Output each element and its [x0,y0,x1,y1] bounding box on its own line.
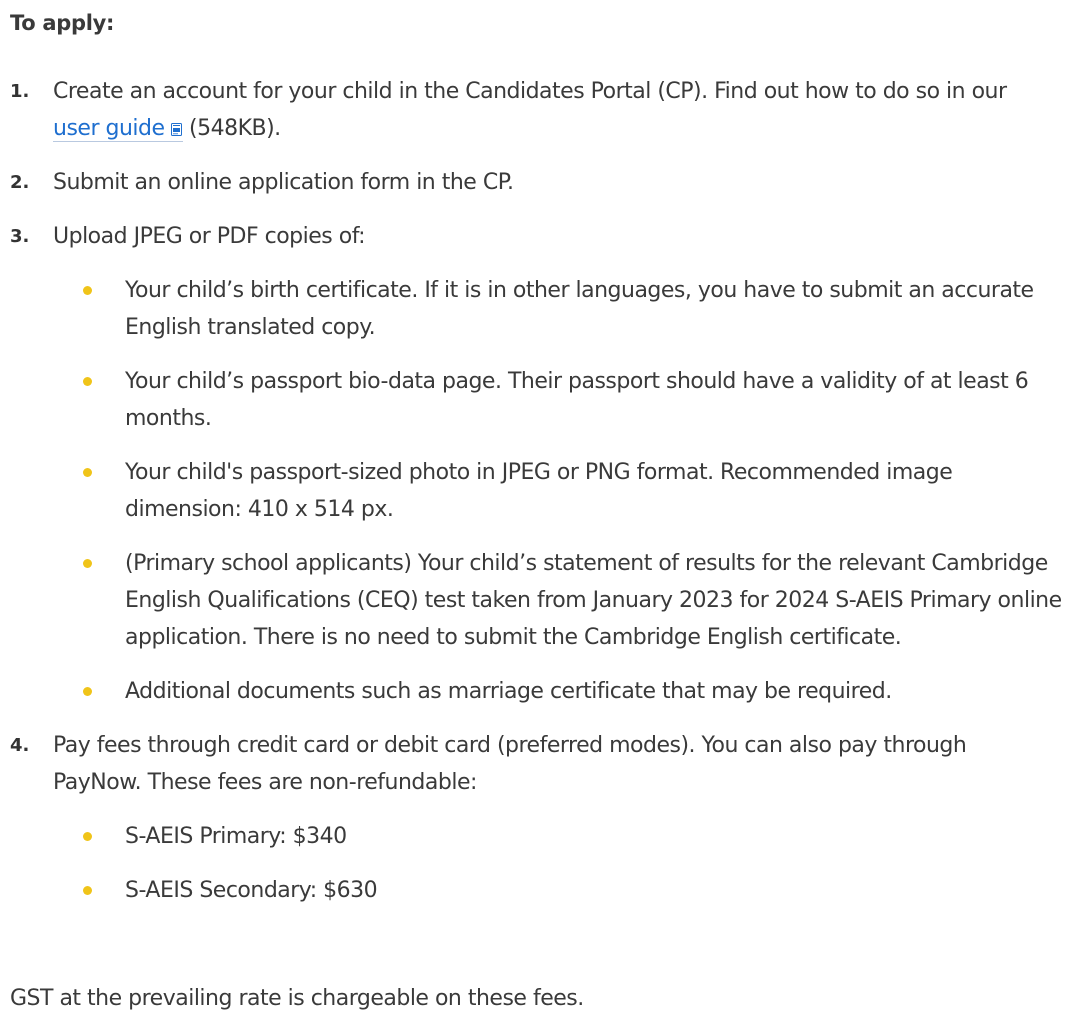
bullet-dot-icon [83,886,92,895]
list-item-text: S-AEIS Primary: $340 [125,824,347,849]
list-item-text: Additional documents such as marriage certificate that may be required. [125,679,892,704]
list-item-text: Your child's passport-sized photo in JPEG or PNG format. Recommended image dimension: 410 x 514 px. [125,460,953,522]
list-item [10,818,1075,855]
list-item [10,363,1055,437]
list-item [10,872,1075,909]
list-item [10,545,1080,656]
bullet-dot-icon [83,687,92,696]
bullet-dot-icon [83,377,92,386]
apply-instructions [10,0,1075,1011]
list-item-text: (Primary school applicants) Your child’s statement of results for the relevant Cambridge English Qualifications (CEQ) test taken from January 2023 for 2024 S-AEIS Primary online application. There is no need to submit the Cambridge English certificate. [125,551,1062,650]
user-guide-link-label: user guide [53,116,165,141]
step-item-3 [10,218,1075,255]
user-guide-link[interactable] [53,116,183,142]
step-item-4 [10,727,1013,801]
step-number: 2. [10,172,30,193]
list-item [10,272,1055,346]
list-item-text: Your child’s passport bio-data page. Their passport should have a validity of at least 6 months. [125,369,1029,431]
list-item [10,673,1080,710]
step-item-2 [10,164,1075,201]
step-text: Pay fees through credit card or debit card (preferred modes). You can also pay through PayNow. These fees are non-refundable: [53,733,967,795]
step-text: Submit an online application form in the CP. [53,170,514,195]
steps-list [10,73,1075,909]
pdf-document-icon [170,123,183,136]
bullet-dot-icon [83,559,92,568]
file-size-text: (548KB). [182,116,281,141]
step-text: Upload JPEG or PDF copies of: [53,224,366,249]
step-text: Create an account for your child in the Candidates Portal (CP). Find out how to do so in our [53,79,1007,104]
bullet-dot-icon [83,832,92,841]
gst-note: GST at the prevailing rate is chargeable on these fees. [10,986,584,1011]
fees-list [10,818,1075,909]
upload-documents-list [10,272,1075,710]
bullet-dot-icon [83,286,92,295]
list-item-text: S-AEIS Secondary: $630 [125,878,378,903]
list-item-text: Your child’s birth certificate. If it is in other languages, you have to submit an accurate English translated copy. [125,278,1034,340]
step-number: 4. [10,735,30,756]
step-number: 3. [10,226,30,247]
step-item-1 [10,73,1053,147]
list-item [10,454,1005,528]
section-heading: To apply: [10,11,115,35]
step-number: 1. [10,81,30,102]
bullet-dot-icon [83,468,92,477]
